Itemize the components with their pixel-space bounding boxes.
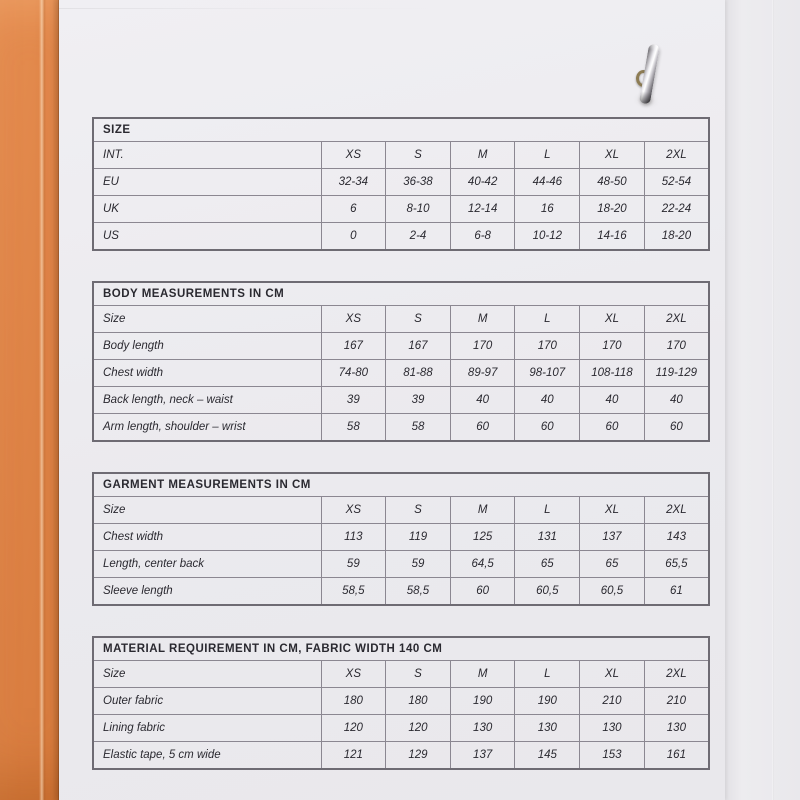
row-label: EU	[93, 169, 321, 196]
value-cell: 153	[580, 742, 645, 770]
value-cell: 170	[450, 333, 515, 360]
value-cell: 119	[386, 524, 451, 551]
row-label: Body length	[93, 333, 321, 360]
value-cell: 145	[515, 742, 580, 770]
value-cell: 170	[580, 333, 645, 360]
value-cell: 167	[321, 333, 386, 360]
value-cell: 61	[644, 578, 709, 606]
table-row	[93, 333, 709, 360]
value-cell: 16	[515, 196, 580, 223]
value-cell: 44-46	[515, 169, 580, 196]
value-cell: L	[515, 497, 580, 524]
table-row	[93, 360, 709, 387]
value-cell: 2XL	[644, 661, 709, 688]
value-cell: 180	[386, 688, 451, 715]
table-title-row	[93, 282, 709, 306]
value-cell: 120	[321, 715, 386, 742]
value-cell: 130	[580, 715, 645, 742]
folder-crease	[39, 0, 46, 800]
table-row	[93, 306, 709, 333]
value-cell: XS	[321, 497, 386, 524]
table-title: SIZE	[93, 118, 709, 142]
table-row	[93, 497, 709, 524]
value-cell: S	[386, 661, 451, 688]
value-cell: 137	[580, 524, 645, 551]
value-cell: 60	[644, 414, 709, 442]
value-cell: XS	[321, 661, 386, 688]
metal-clip	[630, 42, 674, 112]
folder-edge-shade	[52, 0, 59, 800]
paper-sheet	[59, 0, 725, 800]
table-row	[93, 414, 709, 442]
value-cell: 129	[386, 742, 451, 770]
value-cell: S	[386, 497, 451, 524]
table-row	[93, 551, 709, 578]
value-cell: S	[386, 306, 451, 333]
value-cell: 167	[386, 333, 451, 360]
row-label: Sleeve length	[93, 578, 321, 606]
value-cell: 65,5	[644, 551, 709, 578]
value-cell: 113	[321, 524, 386, 551]
value-cell: 60	[450, 578, 515, 606]
value-cell: 130	[644, 715, 709, 742]
value-cell: M	[450, 661, 515, 688]
value-cell: 137	[450, 742, 515, 770]
value-cell: 8-10	[386, 196, 451, 223]
value-cell: 65	[580, 551, 645, 578]
value-cell: 2XL	[644, 497, 709, 524]
value-cell: 161	[644, 742, 709, 770]
row-label: Size	[93, 497, 321, 524]
table-row	[93, 688, 709, 715]
value-cell: M	[450, 306, 515, 333]
value-cell: 121	[321, 742, 386, 770]
row-label: UK	[93, 196, 321, 223]
value-cell: 39	[386, 387, 451, 414]
value-cell: 130	[450, 715, 515, 742]
value-cell: XL	[580, 142, 645, 169]
table-title-row	[93, 473, 709, 497]
value-cell: XL	[580, 306, 645, 333]
value-cell: 119-129	[644, 360, 709, 387]
value-cell: 6-8	[450, 223, 515, 251]
row-label: Chest width	[93, 524, 321, 551]
value-cell: 2-4	[386, 223, 451, 251]
row-label: Length, center back	[93, 551, 321, 578]
table-row	[93, 742, 709, 770]
value-cell: 98-107	[515, 360, 580, 387]
value-cell: 210	[644, 688, 709, 715]
value-cell: 130	[515, 715, 580, 742]
value-cell: 32-34	[321, 169, 386, 196]
value-cell: 210	[580, 688, 645, 715]
value-cell: 10-12	[515, 223, 580, 251]
value-cell: M	[450, 142, 515, 169]
value-cell: L	[515, 661, 580, 688]
value-cell: 60	[450, 414, 515, 442]
value-cell: 40	[450, 387, 515, 414]
value-cell: 89-97	[450, 360, 515, 387]
value-cell: 65	[515, 551, 580, 578]
background-sheet-crease	[772, 0, 774, 800]
value-cell: 60	[580, 414, 645, 442]
material-requirement-table	[92, 636, 710, 770]
value-cell: XS	[321, 142, 386, 169]
row-label: US	[93, 223, 321, 251]
table-row	[93, 196, 709, 223]
size-table	[92, 117, 710, 251]
value-cell: XS	[321, 306, 386, 333]
value-cell: L	[515, 142, 580, 169]
background-sheet	[725, 0, 800, 800]
table-row	[93, 578, 709, 606]
value-cell: 40	[644, 387, 709, 414]
value-cell: S	[386, 142, 451, 169]
row-label: Outer fabric	[93, 688, 321, 715]
value-cell: 58,5	[386, 578, 451, 606]
value-cell: 18-20	[644, 223, 709, 251]
value-cell: 18-20	[580, 196, 645, 223]
table-row	[93, 715, 709, 742]
value-cell: 40	[580, 387, 645, 414]
orange-folder-cover	[0, 0, 59, 800]
table-title-row	[93, 118, 709, 142]
value-cell: 6	[321, 196, 386, 223]
value-cell: 81-88	[386, 360, 451, 387]
row-label: Arm length, shoulder – wrist	[93, 414, 321, 442]
row-label: Chest width	[93, 360, 321, 387]
row-label: Lining fabric	[93, 715, 321, 742]
row-label: Back length, neck – waist	[93, 387, 321, 414]
value-cell: 58,5	[321, 578, 386, 606]
value-cell: 60,5	[580, 578, 645, 606]
row-label: Size	[93, 661, 321, 688]
value-cell: 64,5	[450, 551, 515, 578]
table-row	[93, 524, 709, 551]
value-cell: 12-14	[450, 196, 515, 223]
value-cell: 190	[450, 688, 515, 715]
garment-measurements-table	[92, 472, 710, 606]
value-cell: 143	[644, 524, 709, 551]
value-cell: 58	[386, 414, 451, 442]
value-cell: 125	[450, 524, 515, 551]
value-cell: 190	[515, 688, 580, 715]
value-cell: 108-118	[580, 360, 645, 387]
size-chart-tables	[92, 117, 708, 800]
value-cell: 120	[386, 715, 451, 742]
table-title-row	[93, 637, 709, 661]
value-cell: 52-54	[644, 169, 709, 196]
value-cell: 59	[386, 551, 451, 578]
table-row	[93, 169, 709, 196]
value-cell: 40	[515, 387, 580, 414]
value-cell: 131	[515, 524, 580, 551]
value-cell: 22-24	[644, 196, 709, 223]
value-cell: 170	[644, 333, 709, 360]
value-cell: 39	[321, 387, 386, 414]
table-row	[93, 142, 709, 169]
value-cell: 40-42	[450, 169, 515, 196]
value-cell: 74-80	[321, 360, 386, 387]
row-label: INT.	[93, 142, 321, 169]
value-cell: L	[515, 306, 580, 333]
table-title: BODY MEASUREMENTS IN CM	[93, 282, 709, 306]
value-cell: 60	[515, 414, 580, 442]
value-cell: 2XL	[644, 306, 709, 333]
value-cell: 170	[515, 333, 580, 360]
table-row	[93, 387, 709, 414]
value-cell: 60,5	[515, 578, 580, 606]
value-cell: 36-38	[386, 169, 451, 196]
table-row	[93, 223, 709, 251]
table-row	[93, 661, 709, 688]
value-cell: 2XL	[644, 142, 709, 169]
value-cell: XL	[580, 497, 645, 524]
value-cell: 180	[321, 688, 386, 715]
value-cell: 48-50	[580, 169, 645, 196]
paper-top-crease	[59, 8, 445, 9]
table-title: MATERIAL REQUIREMENT IN CM, FABRIC WIDTH 140 CM	[93, 637, 709, 661]
value-cell: 58	[321, 414, 386, 442]
value-cell: 14-16	[580, 223, 645, 251]
table-title: GARMENT MEASUREMENTS IN CM	[93, 473, 709, 497]
row-label: Size	[93, 306, 321, 333]
value-cell: M	[450, 497, 515, 524]
value-cell: 59	[321, 551, 386, 578]
body-measurements-table	[92, 281, 710, 442]
value-cell: 0	[321, 223, 386, 251]
value-cell: XL	[580, 661, 645, 688]
row-label: Elastic tape, 5 cm wide	[93, 742, 321, 770]
